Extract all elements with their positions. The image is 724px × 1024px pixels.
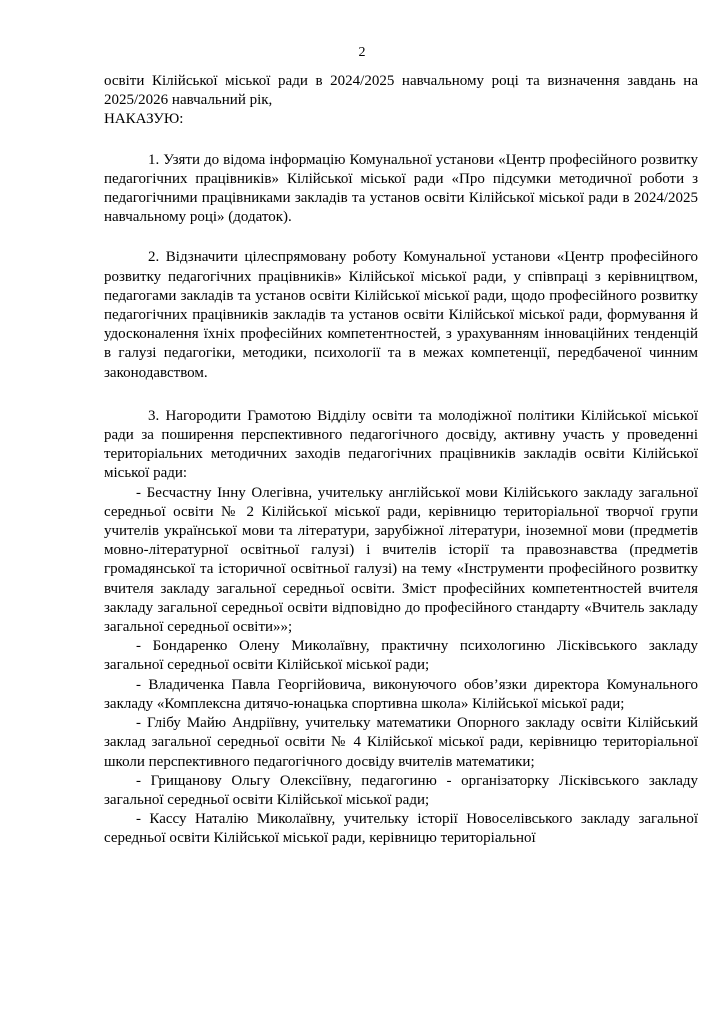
- item-3: 3. Нагородити Грамотою Відділу освіти та молодіжної політики Кілійської міської ради за поширення перспективного педагогічного досвіду, активну участь у проведенні територіальних методичних заходів педагогічних працівників закладів освіти Кілійської міської ради:: [104, 407, 698, 482]
- item-1: 1. Узяти до відома інформацію Комунальної установи «Центр професійного розвитку педагогічних працівників» Кілійської міської ради «Про підсумки методичної роботи з педагогічними працівниками закладів та установ освіти Кілійської міської ради в 2024/2025 навчальному році» (додаток).: [104, 151, 698, 226]
- awardee-1: - Бесчастну Інну Олегівна, учительку англійської мови Кілійського закладу загальної середньої освіти № 2 Кілійської міської ради, керівницю територіальної творчої групи учителів української мови та літератури, зарубіжної літератури, іноземної мови (предметів мовно-літературної освітньої галузі) і вчителів історії та правознавства (предметів громадянської та історичної освітньої галузі) на тему «Інструменти професійного розвитку вчителя закладу загальної середньої освіти. Зміст професійних компетентностей вчителя закладу загальної середньої освіти відповідно до професійного стандарту «Вчитель закладу загальної середньої освіти»»;: [104, 484, 698, 636]
- intro-continuation: освіти Кілійської міської ради в 2024/2025 навчальному році та визначення завдань на 2025/2026 навчальний рік,: [104, 73, 698, 109]
- document-body: [104, 72, 698, 849]
- awardee-3: - Владиченка Павла Георгійовича, виконуючого обов’язки директора Комунального закладу «Комплексна дитячо-юнацька спортивна школа» Кілійської міської ради;: [104, 676, 698, 712]
- awardee-4: - Глібу Майю Андріївну, учительку математики Опорного закладу освіти Кілійський заклад загальної середньої освіти № 4 Кілійської міської ради, керівницю територіальної школи перспективного педагогічного досвіду вчителів математики;: [104, 715, 698, 770]
- awardee-2: - Бондаренко Олену Миколаївну, практичну психологиню Лісківського закладу загальної середньої освіти Кілійської міської ради;: [104, 638, 698, 674]
- order-word: НАКАЗУЮ:: [104, 111, 184, 128]
- item-2: 2. Відзначити цілеспрямовану роботу Комунальної установи «Центр професійного розвитку педагогічних працівників» Кілійської міської ради, у співпраці з керівництвом, педагогами закладів та установ освіти Кілійської міської ради, щодо професійного розвитку педагогічних працівників закладів та установ освіти Кілійської міської ради, формування й удосконалення їхніх професійних компетентностей, з урахуванням інноваційних тенденцій в галузі педагогіки, методики, психології та в межах компетенції, передбаченої чинним законодавством.: [104, 249, 698, 381]
- awardee-6: - Кассу Наталію Миколаївну, учительку історії Новоселівського закладу загальної середньої освіти Кілійської міської ради, керівницю територіальної: [104, 811, 698, 847]
- page-number: 2: [358, 45, 366, 60]
- awardee-5: - Грищанову Ольгу Олексіївну, педагогиню - організаторку Лісківського закладу загальної середньої освіти Кілійської міської ради;: [104, 772, 698, 808]
